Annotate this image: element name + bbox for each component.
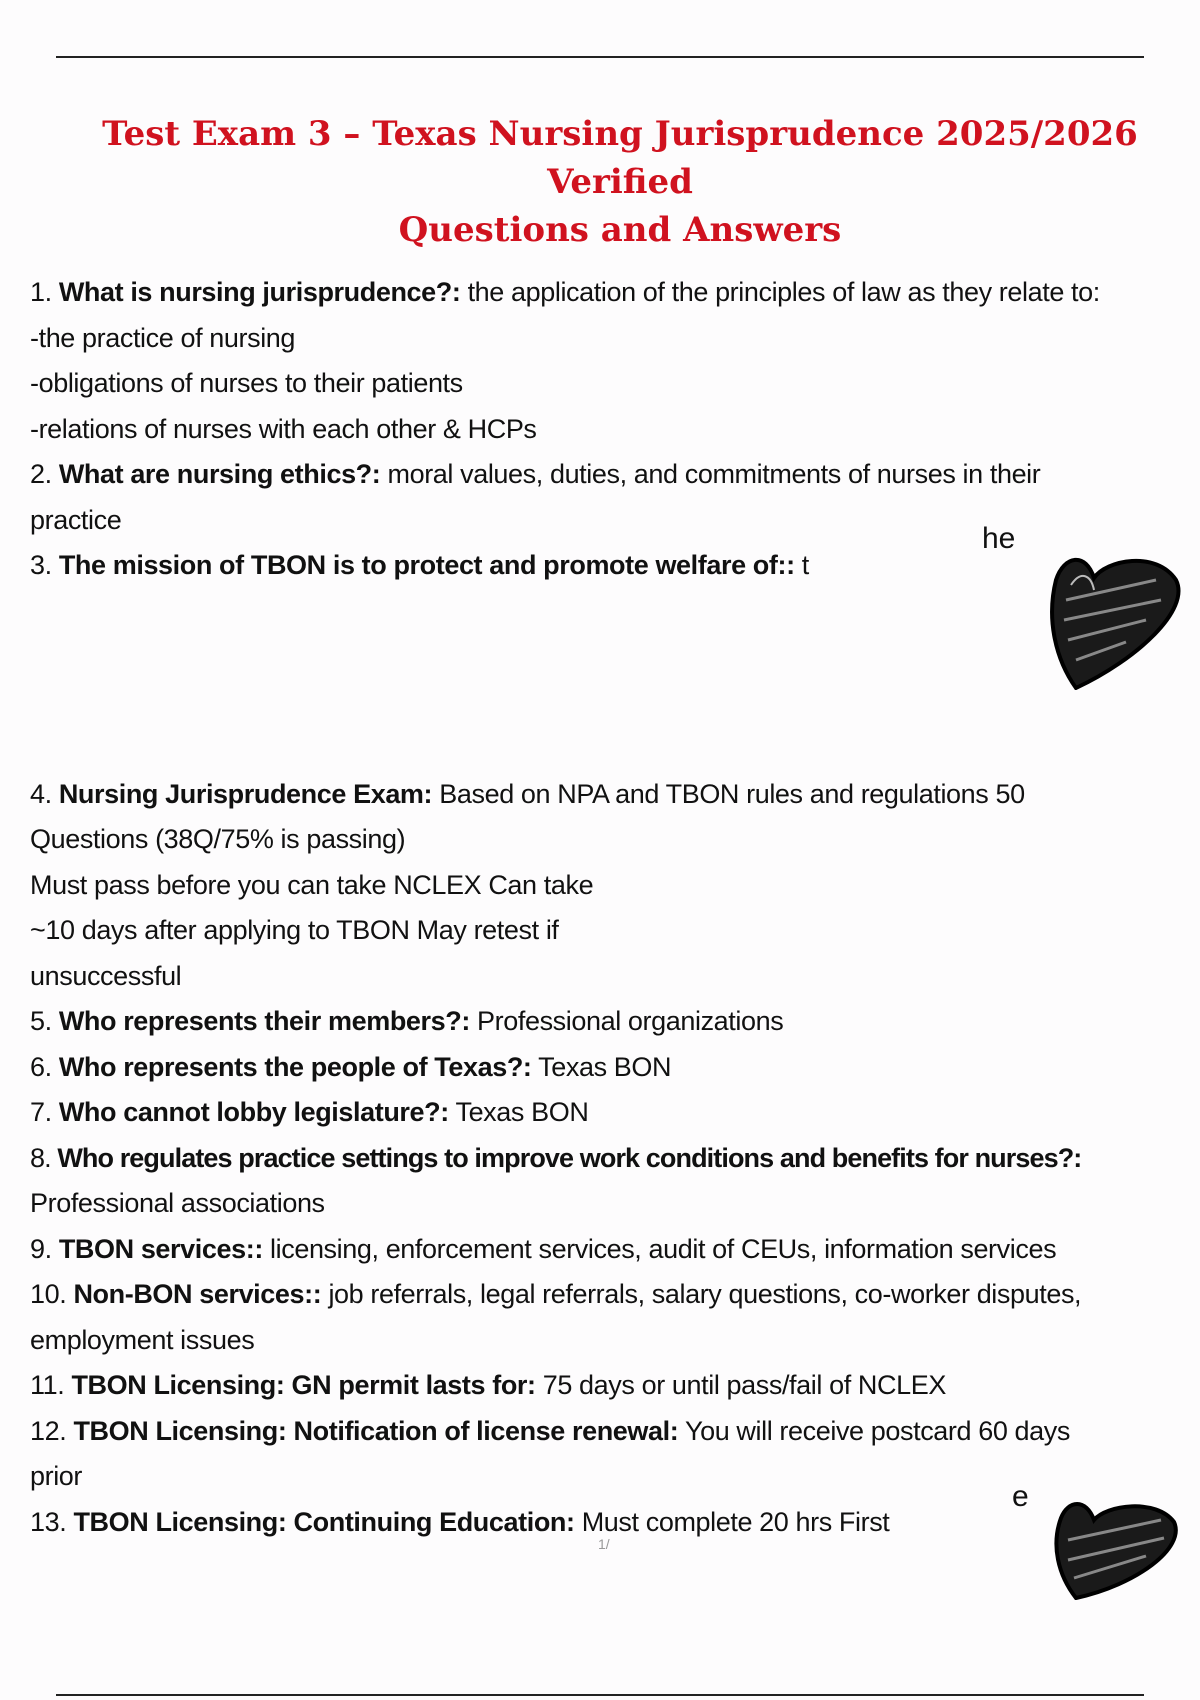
item-number: 11. [30, 1370, 65, 1400]
answer: Must complete 20 hrs First [581, 1506, 890, 1537]
title-line-2: Questions and Answers [398, 210, 842, 250]
answer: job referrals, legal referrals, salary questions, co-worker disputes, [328, 1279, 1082, 1309]
title-line-1: Test Exam 3 – Texas Nursing Jurisprudence 2025/2026 Verified [102, 114, 1138, 202]
question: Who represents the people of Texas?: [58, 1051, 532, 1082]
qa-item-11 [30, 1363, 1180, 1409]
question: Who cannot lobby legislature?: [58, 1097, 449, 1127]
qa-item-5 [30, 999, 1180, 1045]
question: TBON Licensing: Continuing Education: [73, 1506, 575, 1537]
answer-line: -the practice of nursing [30, 322, 296, 353]
qa-item-12 [30, 1409, 1180, 1500]
item-number: 5. [30, 1006, 52, 1036]
question: TBON services:: [58, 1233, 263, 1264]
top-rule [56, 56, 1144, 58]
item-number: 1. [30, 277, 52, 307]
answer: 75 days or until pass/fail of NCLEX [542, 1370, 946, 1400]
answer-line: unsuccessful [30, 960, 182, 991]
answer: licensing, enforcement services, audit of CEUs, information services [270, 1233, 1057, 1264]
question: The mission of TBON is to protect and promote welfare of:: [58, 550, 795, 580]
item-number: 13. [30, 1506, 67, 1537]
answer-line: Must pass before you can take NCLEX Can take [30, 869, 594, 900]
question: TBON Licensing: Notification of license renewal: [73, 1415, 679, 1446]
answer: t [801, 550, 809, 580]
item-number: 6. [30, 1051, 52, 1082]
question: What are nursing ethics?: [58, 459, 381, 489]
item-number: 12. [30, 1415, 67, 1446]
item-number: 3. [30, 550, 52, 580]
answer: Texas BON [455, 1097, 589, 1127]
item-number: 10. [30, 1279, 67, 1309]
qa-item-10 [30, 1272, 1180, 1363]
item-number: 7. [30, 1097, 52, 1127]
item-number: 4. [30, 778, 52, 809]
qa-item-6 [30, 1045, 1180, 1091]
answer-line: ~10 days after applying to TBON May retest if [30, 915, 559, 945]
answer-line: practice [30, 504, 122, 535]
question: Non-BON services:: [73, 1279, 322, 1309]
question: Who regulates practice settings to improve work conditions and benefits for nurses?: [57, 1142, 1082, 1173]
qa-item-8 [30, 1136, 1180, 1227]
item-number: 8. [30, 1142, 51, 1173]
answer: You will receive postcard 60 days [684, 1415, 1070, 1446]
answer-line: -relations of nurses with each other & HCPs [30, 413, 537, 444]
spacer [30, 589, 1180, 772]
item-number: 2. [30, 459, 52, 489]
handwritten-annotation: he [982, 522, 1016, 555]
page-title [40, 110, 1200, 254]
qa-item-9 [30, 1227, 1180, 1273]
qa-item-1 [30, 270, 1180, 452]
heart-icon [1046, 1490, 1181, 1600]
bottom-rule [56, 1694, 1144, 1696]
page-number: 1/ [598, 1536, 610, 1552]
qa-item-4 [30, 772, 1180, 1000]
answer-line: Questions (38Q/75% is passing) [30, 824, 406, 854]
heart-icon [1036, 540, 1186, 690]
answer-line: employment issues [30, 1324, 255, 1355]
handwritten-annotation: e [1012, 1480, 1029, 1513]
item-number: 9. [30, 1233, 52, 1264]
answer: Texas BON [538, 1051, 672, 1082]
question: What is nursing jurisprudence?: [58, 277, 461, 307]
answer: the application of the principles of law as they relate to: [467, 277, 1100, 307]
question: Nursing Jurisprudence Exam: [58, 778, 433, 809]
question: Who represents their members?: [58, 1006, 470, 1036]
qa-item-7 [30, 1090, 1180, 1136]
answer: Based on NPA and TBON rules and regulations 50 [439, 778, 1025, 809]
answer-line: Professional associations [30, 1188, 325, 1218]
answer-line: prior [30, 1461, 83, 1491]
answer: Professional organizations [477, 1006, 784, 1036]
qa-list [30, 270, 1180, 1545]
question: TBON Licensing: GN permit lasts for: [71, 1370, 536, 1400]
answer: moral values, duties, and commitments of nurses in their [387, 459, 1041, 489]
answer-line: -obligations of nurses to their patients [30, 368, 463, 398]
